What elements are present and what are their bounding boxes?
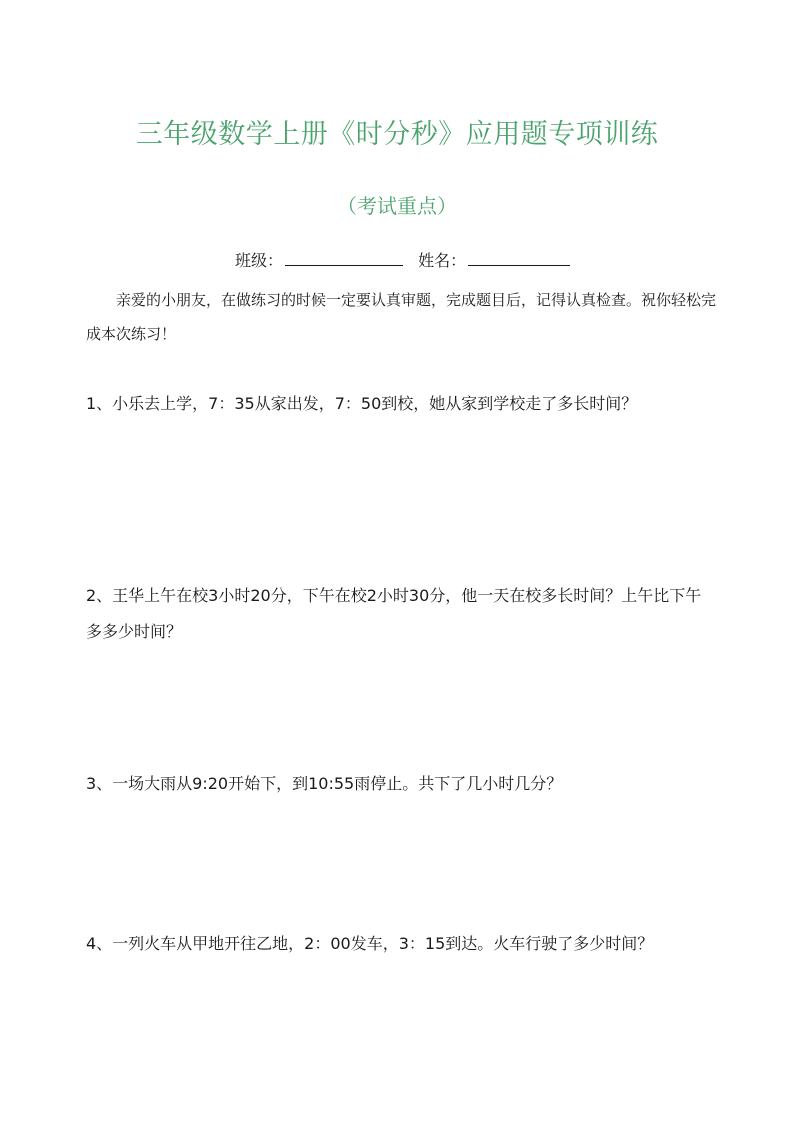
question-3: 3、一场大雨从9:20开始下，到10:55雨停止。共下了几小时几分？ <box>86 774 563 793</box>
student-info-line <box>235 248 570 271</box>
intro-text: 亲爱的小朋友，在做练习的时候一定要认真审题，完成题目后，记得认真检查。祝你轻松完成本次练习！ <box>86 291 717 343</box>
class-blank[interactable] <box>285 264 403 266</box>
class-label: 班级： <box>235 251 284 270</box>
question-2: 2、王华上午在校3小时20分，下午在校2小时30分，他一天在校多长时间？上午比下午多多少时间？ <box>86 586 702 641</box>
question-4: 4、一列火车从甲地开往乙地，2：00发车，3：15到达。火车行驶了多少时间？ <box>86 934 654 953</box>
worksheet-title: 三年级数学上册《时分秒》应用题专项训练 <box>135 119 659 150</box>
name-label: 姓名： <box>418 251 467 270</box>
name-blank[interactable] <box>468 264 570 266</box>
question-1: 1、小乐去上学，7：35从家出发，7：50到校，她从家到学校走了多长时间？ <box>86 394 638 413</box>
worksheet-subtitle: （考试重点） <box>337 194 457 218</box>
